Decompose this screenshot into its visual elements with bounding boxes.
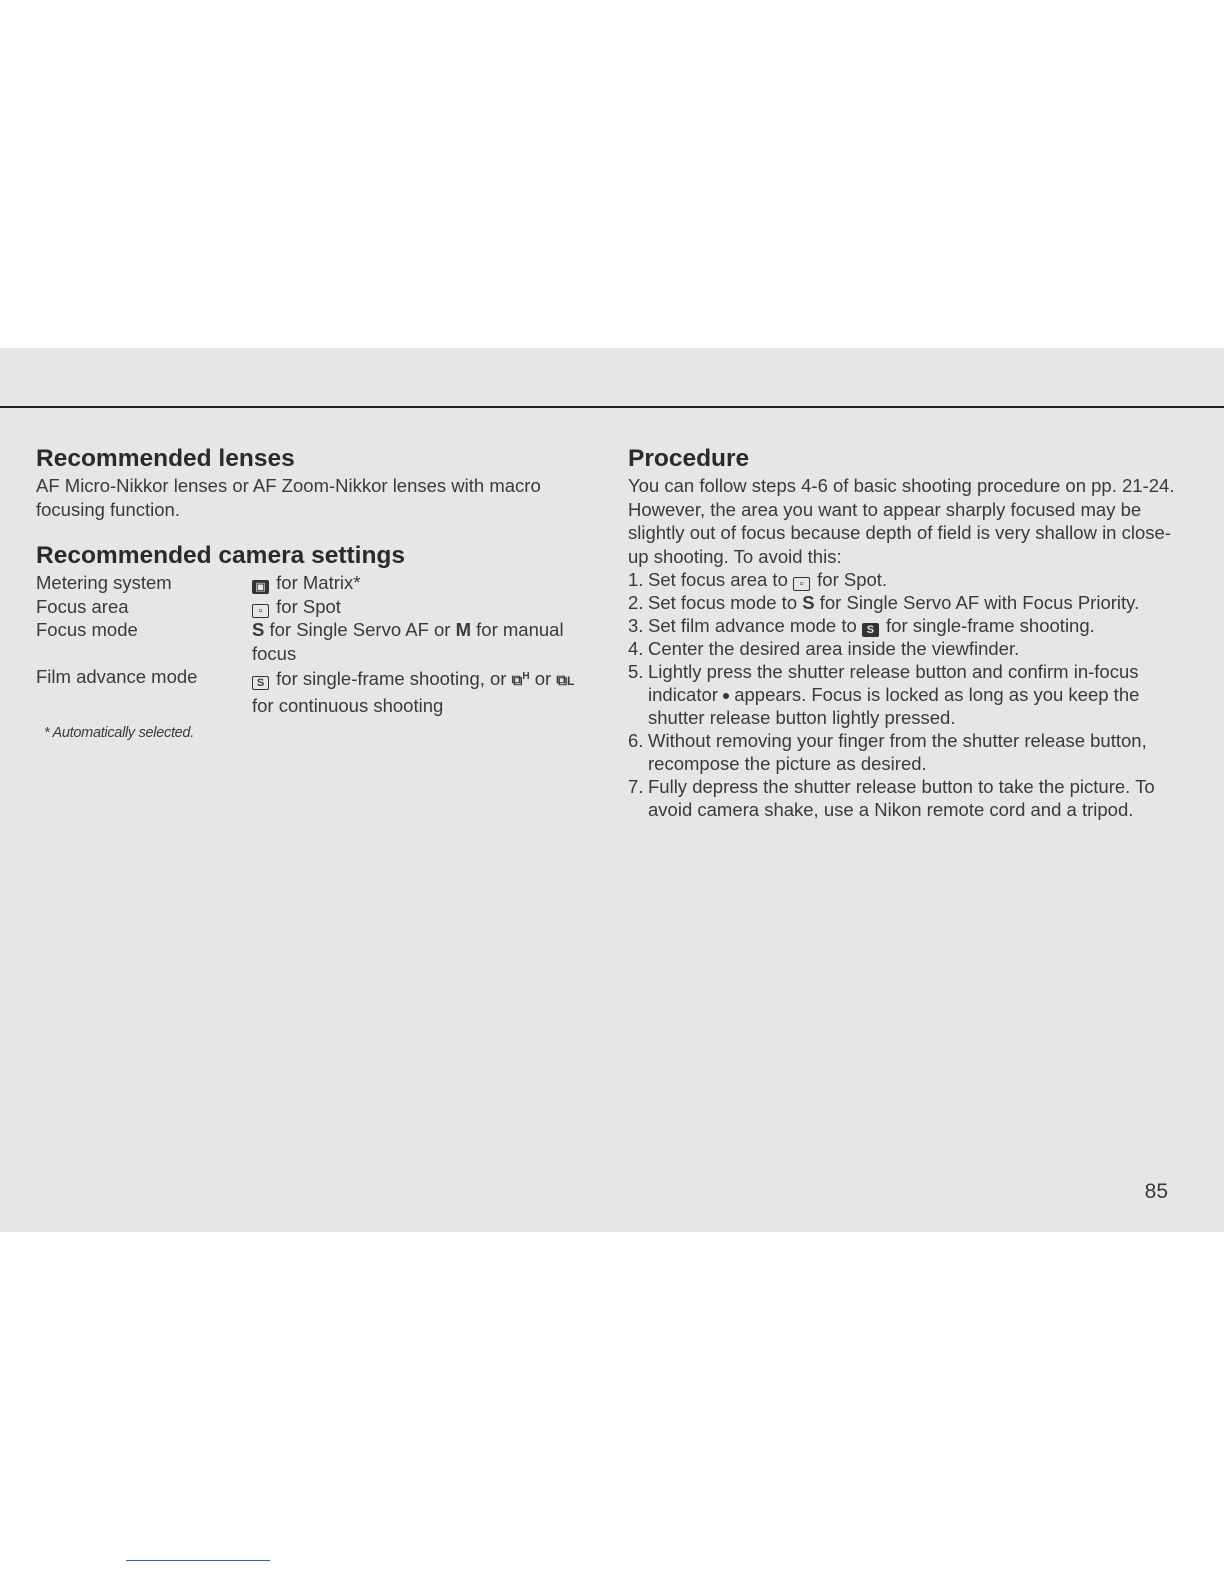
spot-focus-area-icon: ▫ <box>252 604 269 618</box>
spot-focus-area-icon: ▫ <box>793 577 810 591</box>
list-item: 3. Set film advance mode to S for single-frame shooting. <box>628 615 1095 636</box>
footnote: * Automatically selected. <box>44 725 194 741</box>
procedure-steps <box>628 568 1188 821</box>
list-item: 2. Set focus mode to S for Single Servo AF with Focus Priority. <box>628 592 1140 613</box>
settings-heading: Recommended camera settings <box>36 542 405 569</box>
settings-table <box>36 571 592 717</box>
list-item: 4. Center the desired area inside the viewfinder. <box>628 638 1020 659</box>
left-column <box>36 444 596 741</box>
list-item: 1. Set focus area to ▫ for Spot. <box>628 569 888 590</box>
single-servo-symbol: S <box>252 619 265 640</box>
single-frame-icon: S <box>252 676 269 690</box>
single-frame-icon: S <box>862 623 879 637</box>
underline-decoration <box>126 1560 270 1561</box>
header-rule <box>0 406 1224 408</box>
setting-value: ▫ for Spot <box>252 595 592 619</box>
settings-row <box>36 571 592 595</box>
procedure-heading: Procedure <box>628 445 750 472</box>
lenses-heading: Recommended lenses <box>36 445 295 472</box>
setting-value: S for Single Servo AF or M for manual focus <box>252 619 564 664</box>
manual-focus-symbol: M <box>455 619 472 640</box>
right-column <box>628 444 1188 821</box>
setting-label: Focus mode <box>36 619 138 640</box>
setting-value: ▣ for Matrix* <box>252 571 592 595</box>
continuous-high-icon: ⧉$^H$ <box>511 671 530 689</box>
manual-page <box>0 348 1224 1232</box>
lenses-text: AF Micro-Nikkor lenses or AF Zoom-Nikkor lenses with macro focusing function. <box>36 475 541 520</box>
settings-row <box>36 665 592 717</box>
list-item: 6. Without removing your finger from the shutter release button, recompose the picture as desired. <box>628 730 1147 774</box>
list-item: 7. Fully depress the shutter release button to take the picture. To avoid camera shake, use a Nikon remote cord and a tripod. <box>628 776 1155 820</box>
settings-row <box>36 595 592 619</box>
matrix-metering-icon: ▣ <box>252 580 269 594</box>
setting-label: Film advance mode <box>36 666 198 687</box>
setting-label: Focus area <box>36 595 129 617</box>
continuous-low-icon: ⧉L <box>556 672 575 689</box>
list-item: 5. Lightly press the shutter release button and confirm in-focus indicator appears. Focus is locked as long as you keep the shutter release button lightly pressed. <box>628 661 1140 728</box>
procedure-intro: You can follow steps 4-6 of basic shooting procedure on pp. 21-24. However, the area you want to appear sharply focused may be slightly out of focus because depth of field is very shallow in close-up shooting. To avoid this: <box>628 475 1175 567</box>
setting-value: S for single-frame shooting, or ⧉$^H$ or ⧉L for continuous shooting <box>252 665 592 717</box>
single-servo-symbol: S <box>802 592 815 613</box>
setting-label: Metering system <box>36 572 172 593</box>
in-focus-indicator-icon <box>723 693 729 699</box>
settings-row <box>36 618 592 665</box>
page-number: 85 <box>1144 1180 1168 1203</box>
